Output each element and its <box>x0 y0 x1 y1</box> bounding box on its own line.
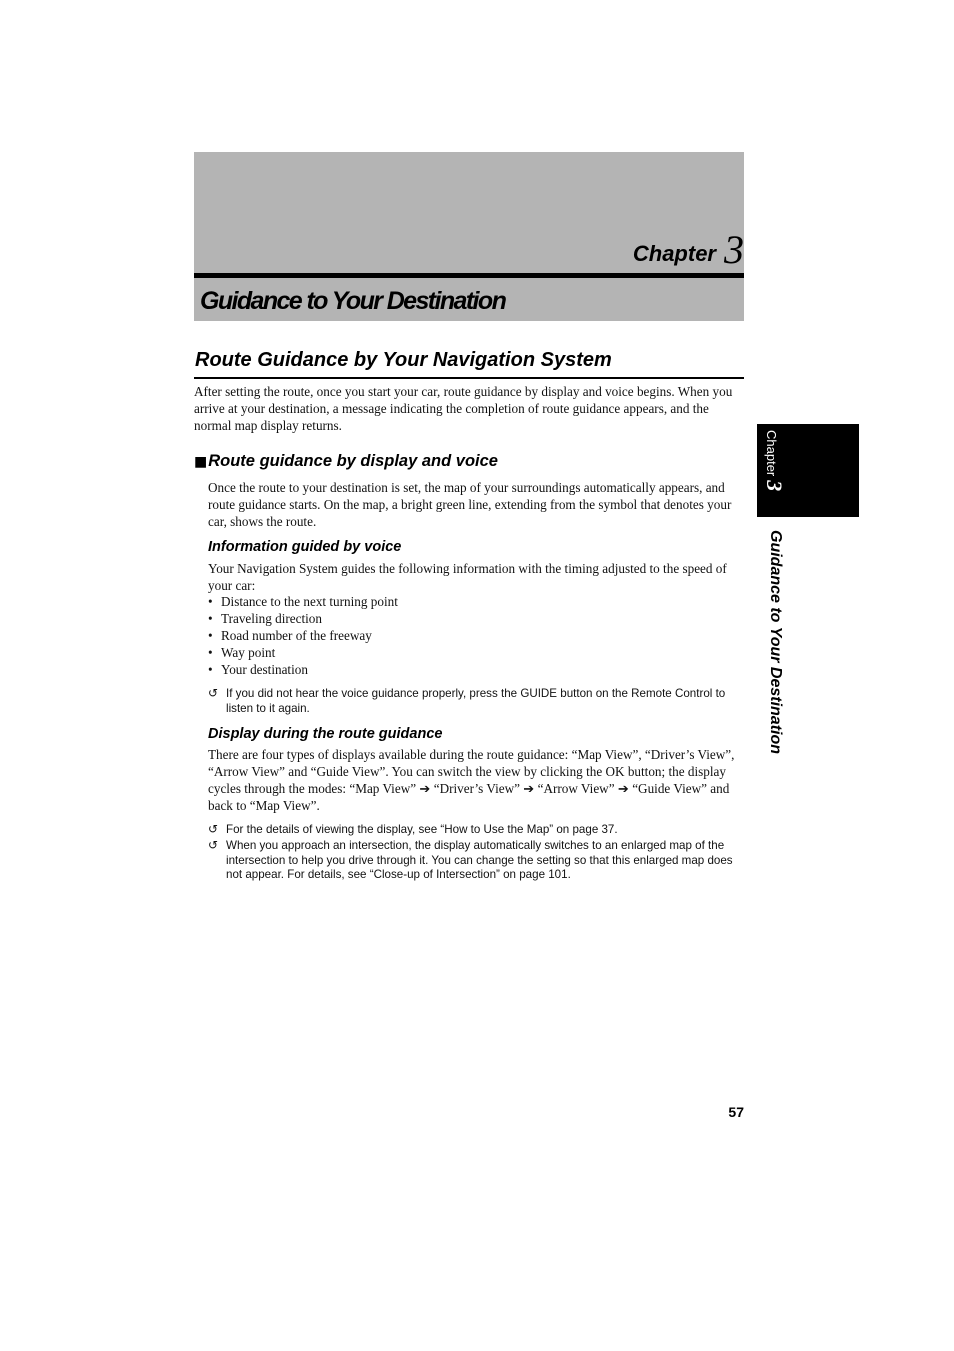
list-item: • Road number of the freeway <box>208 627 398 644</box>
subsection-body: Once the route to your destination is set, the map of your surroundings automatically appears, and route guidance starts. On the map, a bright green line, extending from the symbol that denotes your car, shows the route. <box>208 480 732 529</box>
side-tab-chapter <box>762 430 786 514</box>
subsection-heading <box>194 452 498 470</box>
section-title: Route Guidance by Your Navigation System <box>195 349 612 371</box>
note-arrow-icon: ↺ <box>208 686 219 700</box>
voice-list <box>208 593 398 678</box>
square-bullet-icon: ■ <box>194 454 208 470</box>
section-intro: After setting the route, once you start your car, route guidance by display and voice begins. When you arrive at your destination, a message indicating the completion of route guidance appears, and the normal map display returns. <box>194 384 733 433</box>
section-divider <box>194 377 744 379</box>
voice-note-text: If you did not hear the voice guidance properly, press the GUIDE button on the Remote Control to listen to it again. <box>226 687 726 715</box>
header-divider <box>194 273 744 278</box>
display-note-1 <box>208 823 743 838</box>
side-tab-title <box>762 530 788 800</box>
chapter-number: 3 <box>724 227 744 272</box>
subsection-title: Route guidance by display and voice <box>208 452 498 470</box>
note-arrow-icon: ↺ <box>208 838 219 852</box>
display-note-2 <box>208 839 743 883</box>
display-body: There are four types of displays available during the route guidance: “Map View”, “Driver’s View”, “Arrow View” and “Guide View”. You can switch the view by clicking the OK button; the display cycles through the modes: “Map View” ➔ “Driver’s View” ➔ “Arrow View” ➔ “Guide View” and back to “Map View”. <box>208 747 735 813</box>
side-tab-chapter-number: 3 <box>762 480 787 492</box>
list-item: • Traveling direction <box>208 610 398 627</box>
chapter-title: Guidance to Your Destination <box>200 287 506 315</box>
voice-note <box>208 687 743 716</box>
list-item: • Your destination <box>208 661 398 678</box>
display-note-2-text: When you approach an intersection, the display automatically switches to an enlarged map of the intersection to help you drive through it. You can change the setting so that this enlarged map does not appear. For details, see “Close-up of Intersection” on page 101. <box>226 839 733 881</box>
side-tab-title-text: Guidance to Your Destination <box>767 530 784 755</box>
side-tab-chapter-word: Chapter <box>764 430 779 477</box>
display-note-1-text: For the details of viewing the display, see “How to Use the Map” on page 37. <box>226 823 618 836</box>
list-item: • Distance to the next turning point <box>208 593 398 610</box>
list-item: • Way point <box>208 644 398 661</box>
voice-heading: Information guided by voice <box>208 539 402 555</box>
note-arrow-icon: ↺ <box>208 822 219 836</box>
display-heading: Display during the route guidance <box>208 726 443 742</box>
chapter-label <box>632 227 744 272</box>
page-number: 57 <box>728 1104 744 1120</box>
voice-body: Your Navigation System guides the following information with the timing adjusted to the speed of your car: <box>208 561 727 593</box>
chapter-word: Chapter <box>632 241 716 266</box>
